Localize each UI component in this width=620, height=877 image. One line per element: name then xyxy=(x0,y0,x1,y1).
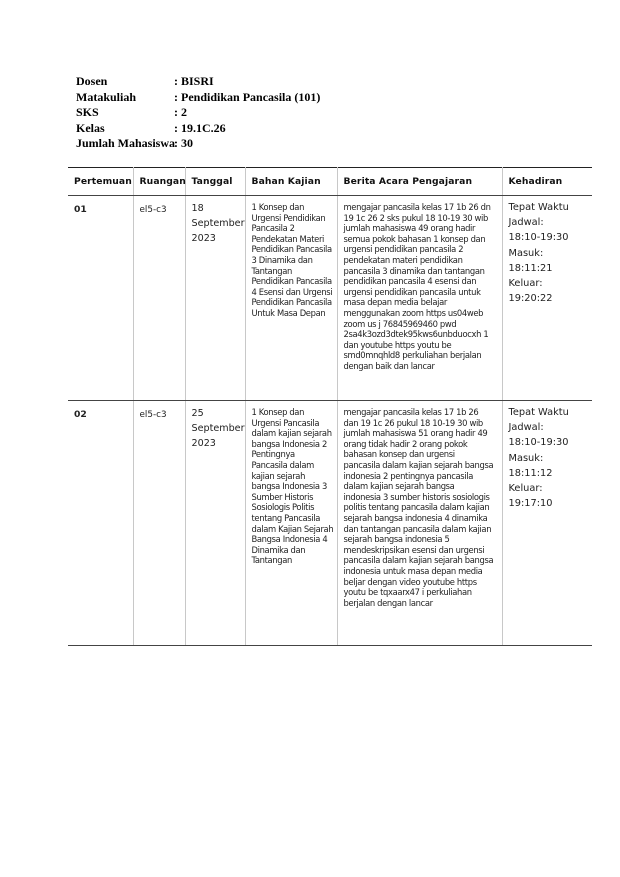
cell-line: 3 Dinamika dan xyxy=(251,254,313,265)
cell-line: bahasan konsep dan urgensi xyxy=(343,449,455,460)
cell-line: Sosiologis Politis xyxy=(251,502,315,513)
cell-line: Jadwal: xyxy=(508,217,544,229)
kelas-label: Kelas xyxy=(76,120,105,135)
cell-line: Untuk Masa Depan xyxy=(251,307,326,318)
cell-line: 18:11:12 xyxy=(508,467,553,479)
cell-line: 19 1c 26 2 sks pukul 18 10-19 30 wib xyxy=(343,212,489,223)
table-row xyxy=(68,401,592,646)
cell-line: 2023 xyxy=(191,233,216,244)
cell-line: Keluar: xyxy=(508,483,543,495)
cell-line: Masuk: xyxy=(508,247,544,259)
cell-line: bangsa Indonesia 3 xyxy=(251,481,327,492)
cell-line: kajian sejarah xyxy=(251,470,306,481)
dosen-label: Dosen xyxy=(76,74,108,88)
cell-line: pancasila dalam kajian sejarah bangsa xyxy=(343,459,494,470)
cell-line: smd0mnqhld8 perkuliahan berjalan xyxy=(343,350,482,361)
column-header-kehadiran: Kehadiran xyxy=(502,168,592,196)
cell-line: 1 Konsep dan xyxy=(251,407,305,417)
sks-label: SKS xyxy=(76,105,99,120)
berita-acara-cell xyxy=(337,401,502,646)
cell-line: semua pokok bahasan 1 konsep dan xyxy=(343,233,486,244)
cell-line: Sumber Historis xyxy=(251,491,314,502)
cell-line: dan 19 1c 26 pukul 18 10-19 30 wib xyxy=(343,417,483,428)
table-header-row xyxy=(68,168,592,196)
tanggal-cell xyxy=(185,401,245,646)
cell-line: bangsa Indonesia 2 xyxy=(251,438,327,449)
cell-line: politis tentang pancasila dalam kajian xyxy=(343,502,490,513)
cell-line: zoom us j 76845969460 pwd xyxy=(343,318,457,329)
cell-line: 18:10-19:30 xyxy=(508,232,569,244)
cell-line: dan youtube https youtu be xyxy=(343,339,452,350)
table-row xyxy=(68,196,592,401)
dosen-row xyxy=(76,74,320,90)
cell-line: Pendidikan Pancasila xyxy=(251,297,332,308)
cell-line: September xyxy=(191,218,245,229)
cell-line: 18 xyxy=(191,203,204,214)
cell-line: menggunakan zoom https us04web xyxy=(343,307,484,318)
column-header-bahan-kajian: Bahan Kajian xyxy=(245,168,337,196)
cell-line: jumlah mahasiswa 49 orang hadir xyxy=(343,223,476,234)
cell-line: Urgensi Pendidikan xyxy=(251,212,326,223)
bahan-kajian-cell xyxy=(245,196,337,401)
kehadiran-cell xyxy=(502,196,592,401)
cell-line: youtu be tqxaarx47 i perkuliahan xyxy=(343,587,472,598)
cell-line: Tepat Waktu xyxy=(508,202,569,213)
cell-line: beljar dengan video youtube https xyxy=(343,576,477,587)
cell-line: berjalan dengan lancar xyxy=(343,597,433,608)
cell-line: Jadwal: xyxy=(508,422,544,434)
cell-line: mendeskripsikan esensi dan urgensi xyxy=(343,544,485,555)
cell-line: 25 xyxy=(191,408,204,419)
cell-line: Tantangan xyxy=(251,555,292,566)
berita-acara-cell xyxy=(337,196,502,401)
cell-line: sejarah bangsa indonesia 4 dinamika xyxy=(343,512,488,523)
cell-line: 19:17:10 xyxy=(508,498,553,510)
sks-value: : 2 xyxy=(174,105,187,120)
cell-line: Masuk: xyxy=(508,452,544,464)
cell-line: Pendidikan Pancasila xyxy=(251,276,332,287)
cell-line: 1 Konsep dan xyxy=(251,202,305,212)
cell-line: dalam Kajian Sejarah xyxy=(251,523,334,534)
dosen-value: : BISRI xyxy=(174,74,214,88)
matakuliah-row xyxy=(76,90,320,106)
cell-line: Dinamika dan xyxy=(251,544,306,555)
column-header-tanggal: Tanggal xyxy=(185,168,245,196)
cell-line: jumlah mahasiswa 51 orang hadir 49 xyxy=(343,428,488,439)
cell-line: 2023 xyxy=(191,438,216,449)
bahan-kajian-cell xyxy=(245,401,337,646)
matakuliah-label: Matakuliah xyxy=(76,89,137,104)
cell-line: masa depan media belajar xyxy=(343,297,448,308)
cell-line: pendidikan pancasila 4 esensi dan xyxy=(343,276,477,287)
cell-line: dan tantangan pancasila dalam kajian xyxy=(343,523,492,534)
pertemuan-cell: 02 xyxy=(68,401,133,646)
cell-line: Bangsa Indonesia 4 xyxy=(251,534,328,545)
cell-line: 4 Esensi dan Urgensi xyxy=(251,286,333,297)
cell-line: dengan baik dan lancar xyxy=(343,360,435,371)
cell-line: dalam kajian sejarah xyxy=(251,428,332,439)
kelas-row xyxy=(76,121,320,137)
cell-line: Pendidikan Pancasila xyxy=(251,244,332,255)
cell-line: indonesia untuk masa depan media xyxy=(343,565,483,576)
cell-line: tentang Pancasila xyxy=(251,512,320,523)
cell-line: Tepat Waktu xyxy=(508,407,569,418)
cell-line: pendekatan materi pendidikan xyxy=(343,254,463,265)
cell-line: 18:10-19:30 xyxy=(508,437,569,449)
cell-line: Keluar: xyxy=(508,278,543,290)
pertemuan-cell: 01 xyxy=(68,196,133,401)
cell-line: indonesia 2 pentingnya pancasila xyxy=(343,470,474,481)
attendance-table xyxy=(68,167,592,646)
cell-line: urgensi pendidikan pancasila untuk xyxy=(343,286,481,297)
cell-line: 2sa4k3ozd3dtek95kws6unbduocxh 1 xyxy=(343,329,489,340)
sks-row xyxy=(76,105,320,121)
cell-line: Urgensi Pancasila xyxy=(251,417,320,428)
cell-line: Pentingnya xyxy=(251,449,295,460)
cell-line: orang tidak hadir 2 orang pokok xyxy=(343,438,468,449)
cell-line: indonesia 3 sumber historis sosiologis xyxy=(343,491,490,502)
cell-line: dalam kajian sejarah bangsa xyxy=(343,481,455,492)
jumlah-mahasiswa-value: : 30 xyxy=(174,136,193,151)
jumlah-mahasiswa-row xyxy=(76,136,320,152)
cell-line: pancasila 3 dinamika dan tantangan xyxy=(343,265,485,276)
cell-line: pancasila dalam kajian sejarah bangsa xyxy=(343,555,494,566)
cell-line: Pancasila dalam xyxy=(251,459,314,470)
cell-line: sejarah bangsa indonesia 5 xyxy=(343,534,450,545)
cell-line: Tantangan xyxy=(251,265,292,276)
cell-line: September xyxy=(191,423,245,434)
cell-line: 18:11:21 xyxy=(508,262,553,274)
ruangan-cell: el5-c3 xyxy=(133,196,185,401)
matakuliah-value: : Pendidikan Pancasila (101) xyxy=(174,89,321,104)
column-header-berita-acara: Berita Acara Pengajaran xyxy=(337,168,502,196)
cell-line: Pendekatan Materi xyxy=(251,233,325,244)
ruangan-cell: el5-c3 xyxy=(133,401,185,646)
column-header-pertemuan: Pertemuan xyxy=(68,168,133,196)
tanggal-cell xyxy=(185,196,245,401)
cell-line: urgensi pendidikan pancasila 2 xyxy=(343,244,464,255)
column-header-ruangan: Ruangan xyxy=(133,168,185,196)
cell-line: Pancasila 2 xyxy=(251,223,295,234)
kehadiran-cell xyxy=(502,401,592,646)
cell-line: mengajar pancasila kelas 17 1b 26 xyxy=(343,407,479,417)
kelas-value: : 19.1C.26 xyxy=(174,120,226,135)
jumlah-mahasiswa-label: Jumlah Mahasiswa xyxy=(76,136,176,151)
cell-line: mengajar pancasila kelas 17 1b 26 dn xyxy=(343,202,491,212)
cell-line: 19:20:22 xyxy=(508,293,553,305)
course-info xyxy=(76,74,320,152)
